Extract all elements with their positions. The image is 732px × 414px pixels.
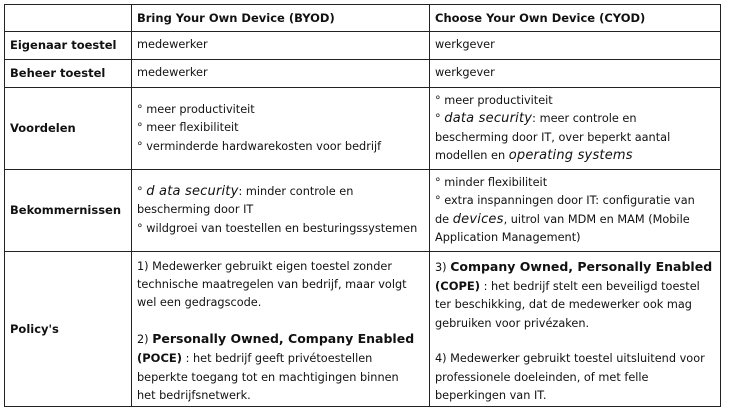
header-byod: Bring Your Own Device (BYOD) — [132, 5, 430, 32]
row-label-management: Beheer toestel — [5, 60, 132, 88]
term-data-security: d ata security — [146, 183, 239, 199]
row-label-policies: Policy's — [5, 252, 132, 407]
text-line — [137, 183, 424, 201]
term-devices: devices — [452, 211, 504, 227]
row-label-owner: Eigenaar toestel — [5, 32, 132, 60]
row-label-concerns: Bekommernissen — [5, 170, 132, 252]
row-owner — [5, 32, 721, 60]
cell-concerns-cyod — [430, 170, 721, 252]
text-line: het bedrijfsnetwerk. — [137, 389, 251, 403]
text-fragment: : het bedrijf stelt een beveiligd toestel — [483, 279, 700, 293]
header-row — [5, 5, 721, 32]
term-data-security: data security — [444, 111, 533, 127]
bullet: ° — [137, 184, 143, 198]
row-management — [5, 60, 721, 88]
cell-policies-byod — [132, 252, 430, 407]
cell-management-cyod: werkgever — [430, 60, 721, 88]
cell-policies-cyod — [430, 252, 721, 407]
cell-owner-byod: medewerker — [132, 32, 430, 60]
text-line: ter beschikking, dat de medewerker ook mag — [435, 298, 692, 312]
row-advantages — [5, 88, 721, 170]
text-line: bescherming door IT — [137, 203, 254, 217]
text-line: ° meer flexibiliteit — [137, 121, 239, 135]
text-fragment: , uitrol van MDM en MAM (Mobile — [503, 212, 690, 226]
text-fragment: 3) — [435, 260, 447, 274]
policy-abbrev-cope: (COPE) — [435, 278, 481, 293]
text-line — [435, 258, 715, 277]
row-label-advantages: Voordelen — [5, 88, 132, 170]
text-fragment: : meer controle en — [532, 112, 637, 126]
text-line: professionele doeleinden, of met felle — [435, 370, 649, 384]
text-line: ° minder flexibiliteit — [435, 175, 548, 189]
text-fragment: modellen en — [435, 148, 506, 162]
text-line: 1) Medewerker gebruikt eigen toestel zonder — [137, 259, 392, 273]
text-line: 4) Medewerker gebruikt toestel uitsluitend voor — [435, 352, 705, 366]
text-line: ° extra inspanningen door IT: configuratie van — [435, 194, 695, 208]
text-line: beperkte toegang tot en machtigingen binnen — [137, 370, 399, 384]
text-line: Application Management) — [435, 230, 581, 244]
text-line — [435, 110, 715, 128]
paragraph-gap — [435, 333, 715, 350]
term-operating-systems: operating systems — [508, 147, 633, 163]
paragraph-gap — [137, 313, 424, 330]
cell-advantages-byod — [132, 88, 430, 170]
bullet: ° — [435, 112, 441, 126]
policy-abbrev-poce: (POCE) — [137, 351, 183, 366]
text-line: wel een gedragscode. — [137, 296, 262, 310]
text-line: technische maatregelen van bedrijf, maar volgt — [137, 277, 407, 291]
text-line — [435, 147, 715, 165]
text-line: bescherming door IT, over beperkt aantal — [435, 130, 671, 144]
row-concerns — [5, 170, 721, 252]
text-line: ° wildgroei van toestellen en besturingssystemen — [137, 221, 418, 235]
text-line: beperkingen van IT. — [435, 389, 547, 403]
text-line: ° verminderde hardwarekosten voor bedrijf — [137, 139, 382, 153]
row-policies — [5, 252, 721, 407]
policy-title-cope: Company Owned, Personally Enabled — [450, 258, 713, 274]
header-cyod: Choose Your Own Device (CYOD) — [430, 5, 721, 32]
cell-management-byod: medewerker — [132, 60, 430, 88]
text-fragment: 2) — [137, 332, 149, 346]
text-line — [137, 330, 424, 349]
policy-title-poce: Personally Owned, Company Enabled — [152, 330, 415, 346]
text-line: gebruiken voor privézaken. — [435, 316, 590, 330]
text-fragment: : het bedrijf geeft privétoestellen — [185, 352, 373, 366]
text-line: ° meer productiviteit — [435, 93, 553, 107]
text-fragment: : minder controle en — [238, 184, 354, 198]
text-line: ° meer productiviteit — [137, 102, 255, 116]
text-line — [137, 349, 424, 368]
cell-advantages-cyod — [430, 88, 721, 170]
text-line — [435, 211, 715, 229]
corner-cell — [5, 5, 132, 32]
text-fragment: de — [435, 212, 450, 226]
cell-concerns-byod — [132, 170, 430, 252]
cell-owner-cyod: werkgever — [430, 32, 721, 60]
text-line — [435, 277, 715, 296]
comparison-table — [4, 4, 721, 407]
